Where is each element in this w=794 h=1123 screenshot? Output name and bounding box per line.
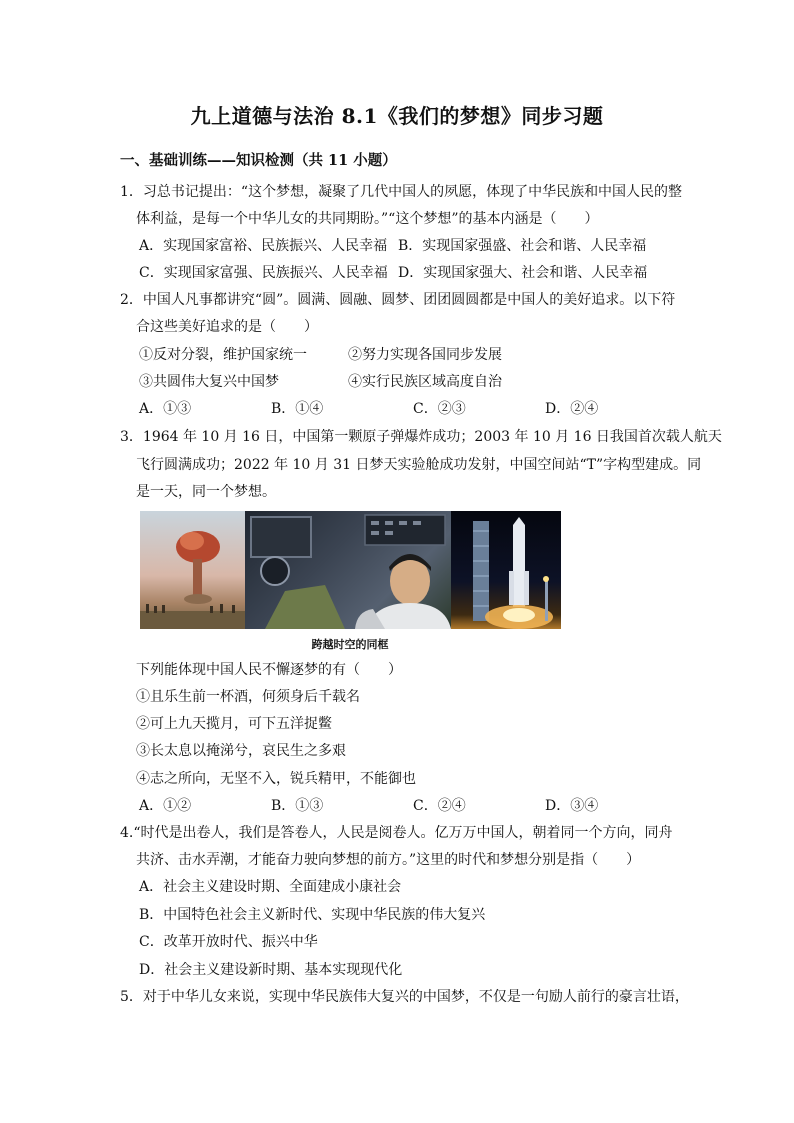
q2-item-2: ②努力实现各国同步发展 [348,347,502,363]
q3-item-3: ③长太息以掩涕兮，哀民生之多艰 [136,743,346,759]
q3-photo-strip [140,511,561,629]
q2-item-1: ①反对分裂，维护国家统一 [139,347,307,363]
astronaut-photo [245,511,451,629]
q3-stem-line2: 飞行圆满成功；2022 年 10 月 31 日梦天实验舱成功发射，中国空间站“T”字构型建成。同 [136,457,702,473]
q3-prompt: 下列能体现中国人民不懈逐梦的有（ ） [136,662,402,678]
q2-stem-line1: 2．中国人凡事都讲究“圆”。圆满、圆融、圆梦、团团圆圆都是中国人的美好追求。以下符 [120,292,676,308]
q1-option-a[interactable]: A．实现国家富裕、民族振兴、人民幸福 [139,238,388,254]
q4-option-c[interactable]: C．改革开放时代、振兴中华 [139,934,318,950]
q4-stem-line1: 4.“时代是出卷人，我们是答卷人，人民是阅卷人。亿万万中国人，朝着同一个方向，同舟 [120,825,673,841]
q3-option-a[interactable]: A．①② [139,798,192,814]
q1-option-b[interactable]: B．实现国家强盛、社会和谐、人民幸福 [398,238,647,254]
page-title: 九上道德与法治 8.1《我们的梦想》同步习题 [190,104,604,128]
q3-option-b[interactable]: B．①③ [271,798,324,814]
q2-option-d[interactable]: D．②④ [545,401,599,417]
q3-option-c[interactable]: C．②④ [413,798,466,814]
q1-option-c[interactable]: C．实现国家富强、民族振兴、人民幸福 [139,265,388,281]
q3-item-4: ④志之所向，无坚不入，锐兵精甲，不能御也 [136,771,416,787]
q1-stem-line1: 1．习总书记提出：“这个梦想，凝聚了几代中国人的夙愿，体现了中华民族和中国人民的整 [120,184,683,200]
q1-option-d[interactable]: D．实现国家强大、社会和谐、人民幸福 [398,265,648,281]
q2-stem-line2: 合这些美好追求的是（ ） [136,319,318,335]
q2-option-a[interactable]: A．①③ [139,401,192,417]
q4-option-d[interactable]: D．社会主义建设新时期、基本实现现代化 [139,962,403,978]
q3-item-2: ②可上九天揽月，可下五洋捉鳖 [136,716,332,732]
mushroom-cloud-photo [140,511,245,629]
q5-stem-line1: 5．对于中华儿女来说，实现中华民族伟大复兴的中国梦，不仅是一句励人前行的豪言壮语， [120,989,689,1005]
q2-item-3: ③共圆伟大复兴中国梦 [139,374,279,390]
q3-photo-caption: 跨越时空的同框 [311,638,389,651]
q2-option-b[interactable]: B．①④ [271,401,324,417]
rocket-launch-photo [451,511,561,629]
q3-item-1: ①且乐生前一杯酒，何须身后千载名 [136,689,360,705]
q2-option-c[interactable]: C．②③ [413,401,466,417]
q3-option-d[interactable]: D．③④ [545,798,599,814]
section-heading: 一、基础训练——知识检测（共 11 小题） [120,152,397,169]
q4-option-a[interactable]: A．社会主义建设时期、全面建成小康社会 [139,879,402,895]
q1-stem-line2: 体利益，是每一个中华儿女的共同期盼。”“这个梦想”的基本内涵是（ ） [136,211,599,227]
q3-stem-line3: 是一天，同一个梦想。 [136,484,276,500]
q2-item-4: ④实行民族区域高度自治 [348,374,502,390]
q4-stem-line2: 共济、击水弄潮，才能奋力驶向梦想的前方。”这里的时代和梦想分别是指（ ） [136,852,641,868]
q3-stem-line1: 3．1964 年 10 月 16 日，中国第一颗原子弹爆炸成功；2003 年 10 月 16 日我国首次载人航天 [120,429,722,445]
q4-option-b[interactable]: B．中国特色社会主义新时代、实现中华民族的伟大复兴 [139,907,486,923]
